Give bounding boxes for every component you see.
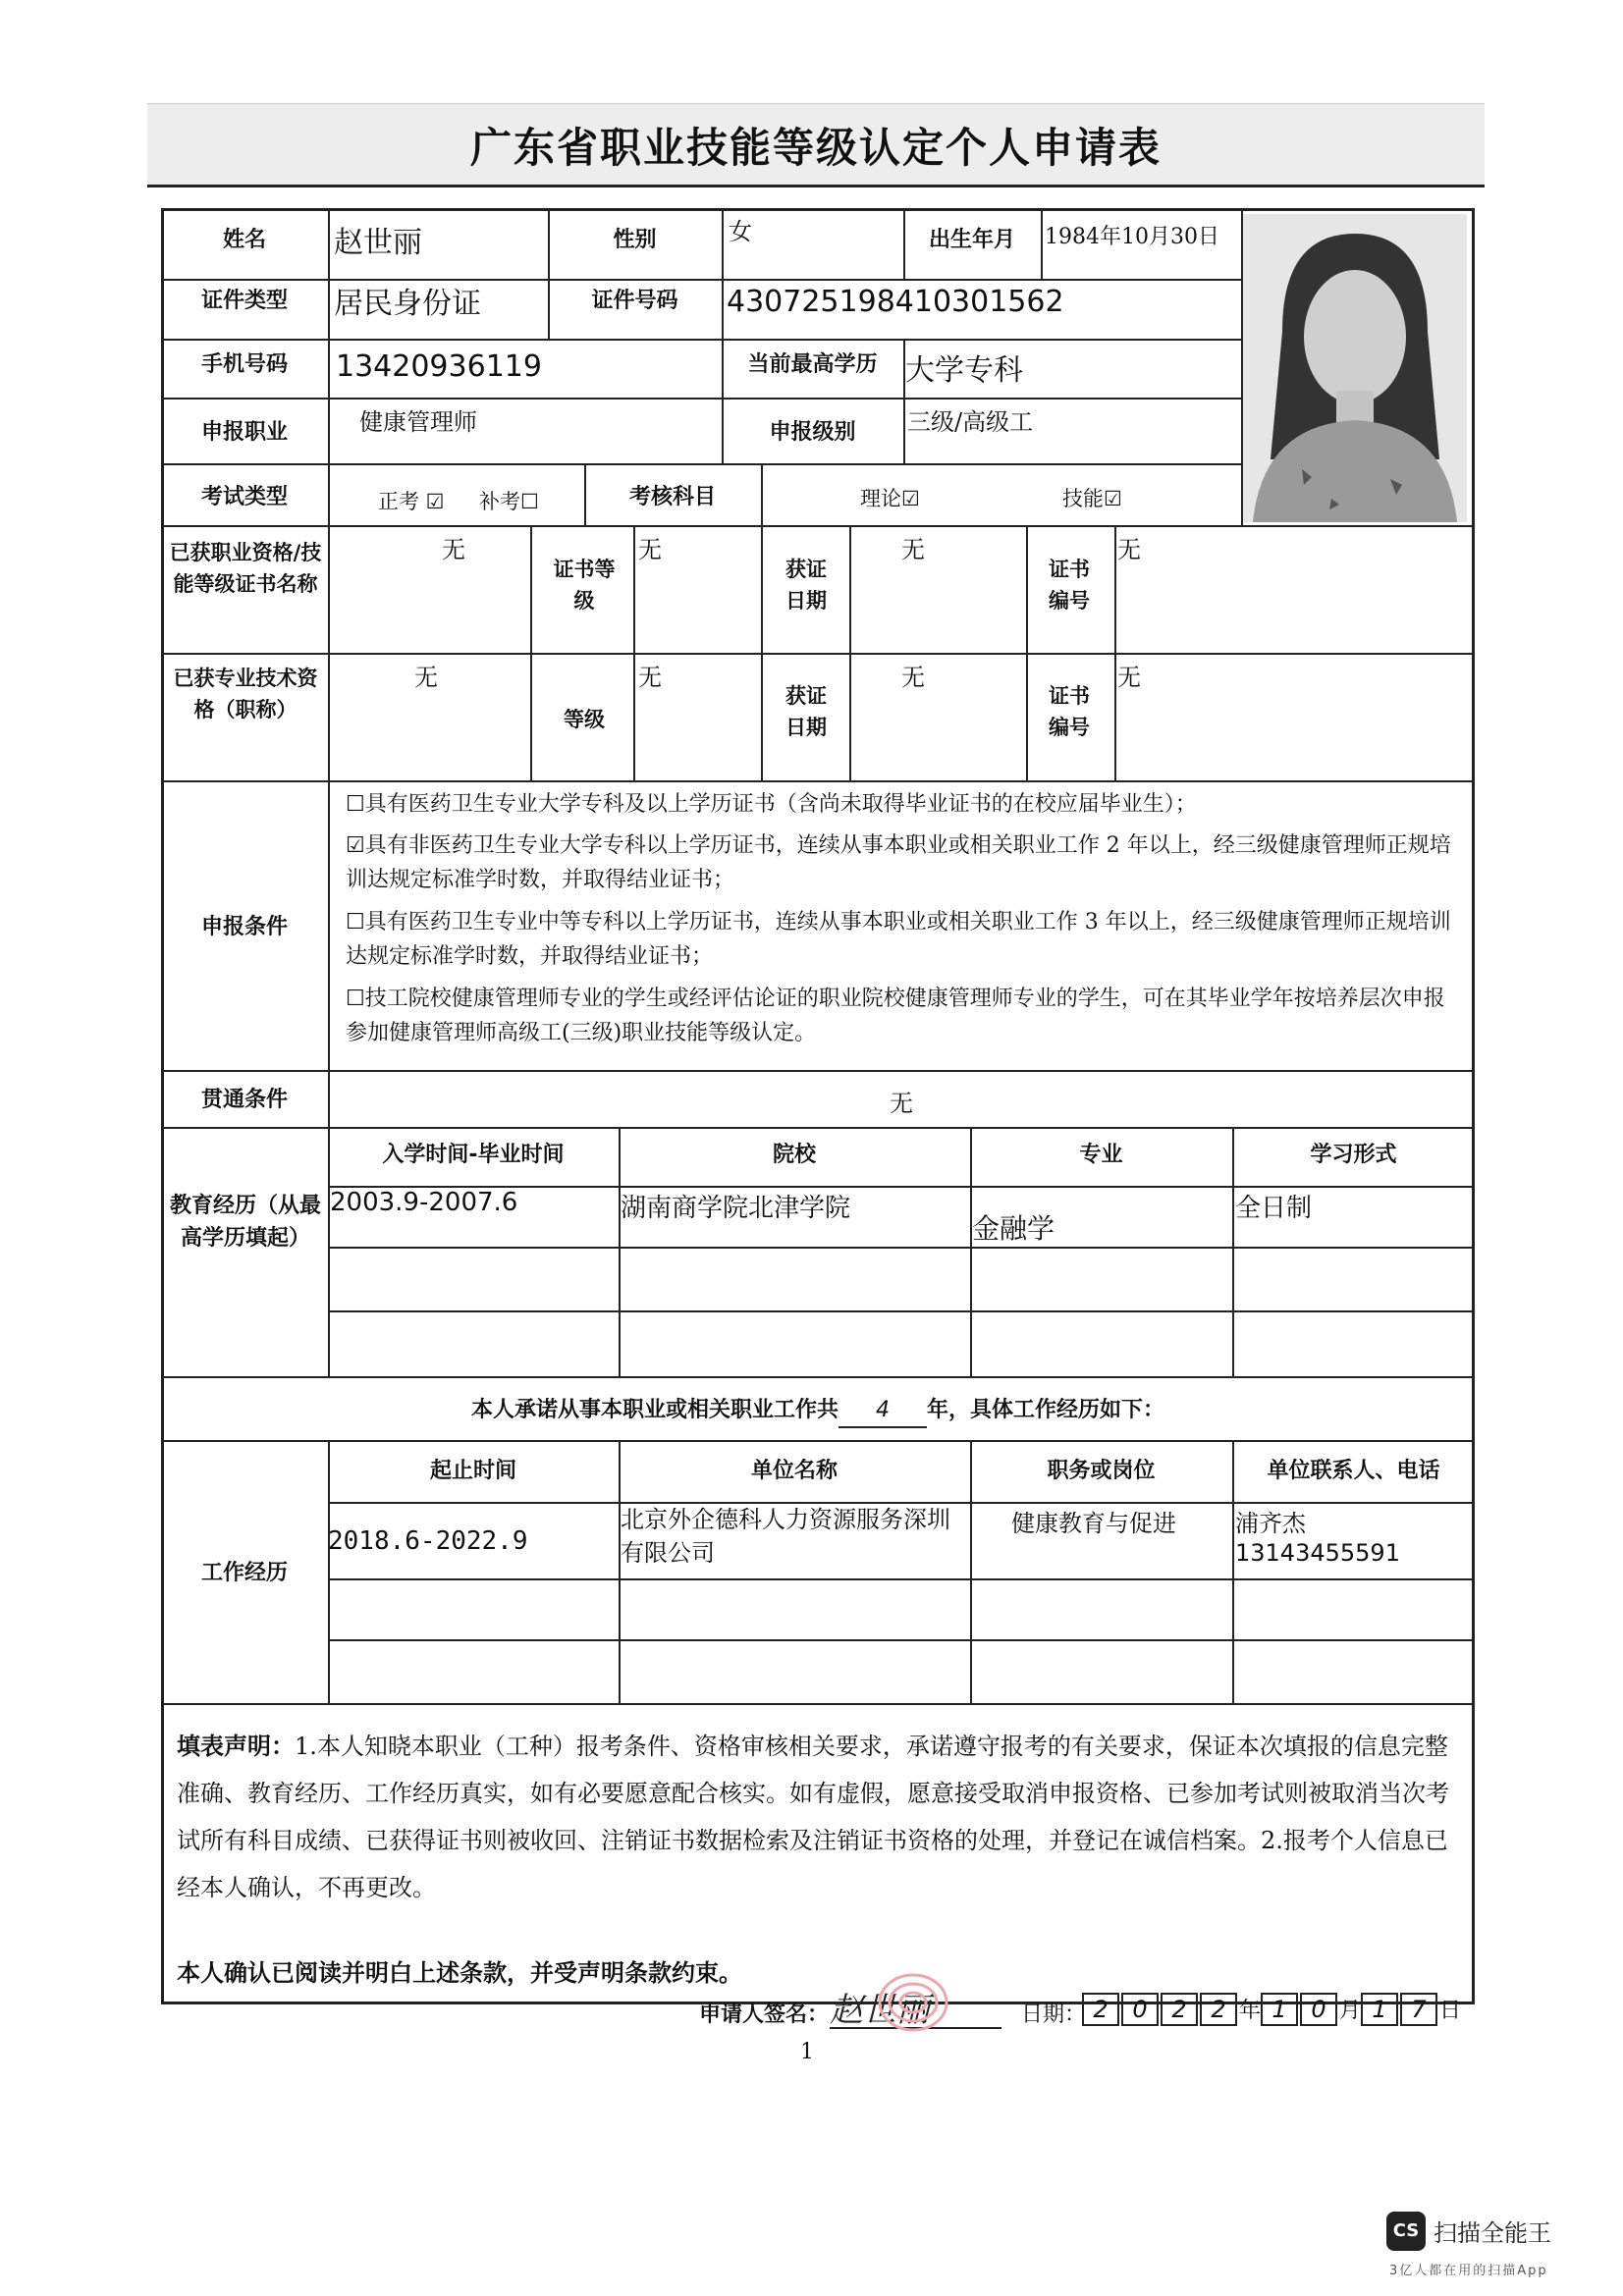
value-cert1-grade: 无	[638, 536, 662, 563]
exam-makeup-checkbox[interactable]: 补考☐	[479, 490, 539, 513]
fingerprint-stamp-icon	[864, 1963, 962, 2042]
value-cert2-name: 无	[414, 664, 438, 691]
day-digit-2[interactable]: 7	[1400, 1993, 1437, 2026]
value-gender: 女	[729, 218, 752, 245]
value-cert2-grade: 无	[638, 664, 662, 691]
month-unit: 月	[1339, 1999, 1362, 2023]
declaration-lead: 填表声明：	[177, 1732, 295, 1760]
year-digit-4[interactable]: 2	[1200, 1993, 1237, 2026]
edu-row-school: 湖南商学院北津学院	[621, 1194, 851, 1223]
sign-label: 申请人签名：	[699, 2002, 830, 2027]
condition-1[interactable]: ☐具有医药卫生专业大学专科及以上学历证书（含尚未取得毕业证书的在校应届毕业生）；	[346, 792, 1197, 817]
value-birth: 1984年10月30日	[1045, 225, 1219, 249]
work-row-company: 北京外企德科人力资源服务深圳有限公司	[621, 1506, 950, 1567]
work-row-period: 2018.6-2022.9	[328, 1526, 528, 1556]
label-birth: 出生年月	[928, 228, 1015, 252]
label-cert2: 已获专业技术资格（职称）	[173, 667, 318, 721]
applicant-photo	[1243, 214, 1467, 522]
month-digit-2[interactable]: 0	[1300, 1993, 1337, 2026]
label-conditions: 申报条件	[200, 915, 288, 939]
label-gender: 性别	[613, 228, 657, 252]
label-work-history: 工作经历	[200, 1561, 288, 1585]
edu-header-major: 专业	[1079, 1143, 1123, 1167]
edu-row-mode: 全日制	[1235, 1194, 1313, 1223]
year-digit-1[interactable]: 2	[1082, 1993, 1119, 2026]
value-cert2-no: 无	[1117, 664, 1141, 691]
label-subjects: 考核科目	[628, 485, 716, 509]
year-digit-3[interactable]: 2	[1161, 1993, 1198, 2026]
work-promise-after: 年，具体工作经历如下：	[927, 1398, 1165, 1422]
work-header-period: 起止时间	[429, 1459, 516, 1483]
day-digit-1[interactable]: 1	[1361, 1993, 1398, 2026]
edu-header-school: 院校	[772, 1143, 816, 1167]
declaration-confirm: 本人确认已阅读并明白上述条款，并受声明条款约束。	[177, 1959, 742, 1987]
label-edu-history: 教育经历（从最高学历填起）	[169, 1194, 321, 1251]
label-through: 贯通条件	[200, 1088, 288, 1112]
value-level: 三级/高级工	[907, 408, 1034, 436]
label-cert1: 已获职业资格/技能等级证书名称	[169, 541, 322, 596]
edu-row-period: 2003.9-2007.6	[330, 1188, 518, 1217]
work-row-contact-phone: 13143455591	[1235, 1539, 1400, 1567]
scanner-logo-icon: CS	[1386, 2212, 1426, 2251]
watermark-brand: 扫描全能王	[1434, 2219, 1551, 2247]
date-label: 日期：	[1021, 2002, 1087, 2027]
form-title: 广东省职业技能等级认定个人申请表	[469, 124, 1162, 172]
label-level: 申报级别	[769, 420, 856, 445]
declaration-body: 1.本人知晓本职业（工种）报考条件、资格审核相关要求，承诺遵守报考的有关要求，保证本次填报的信息完整准确、教育经历、工作经历真实，如有必要愿意配合核实。如有虚假，愿意接受取消申报资格、已参加考试则被取消当次考试所有科目成绩、已获得证书则被收回、注销证书数据检索及注销证书资格的处理，并登记在诚信档案。2.报考个人信息已经本人确认，不再更改。	[177, 1733, 1449, 1901]
subject-skill-checkbox[interactable]: 技能☑	[1062, 487, 1122, 510]
year-unit: 年	[1239, 1999, 1262, 2023]
work-promise-before: 本人承诺从事本职业或相关职业工作共	[470, 1398, 839, 1422]
label-education: 当前最高学历	[747, 352, 878, 377]
work-header-company: 单位名称	[750, 1459, 838, 1483]
label-id-type: 证件类型	[200, 289, 288, 313]
value-education: 大学专科	[905, 353, 1023, 388]
signature[interactable]: 赵世丽	[830, 1983, 1001, 2029]
date-fields[interactable]	[1082, 1993, 1461, 2026]
value-name: 赵世丽	[334, 226, 422, 260]
label-cert2-grade: 等级	[564, 708, 605, 731]
work-promise-years: 4	[839, 1394, 927, 1428]
value-cert2-date: 无	[901, 664, 925, 691]
condition-4[interactable]: ☐技工院校健康管理师专业的学生或经评估论证的职业院校健康管理师专业的学生，可在其毕业学年按培养层次申报参加健康管理师高级工(三级)职业技能等级认定。	[346, 987, 1445, 1046]
label-phone: 手机号码	[200, 352, 288, 377]
condition-2[interactable]: ☑具有非医药卫生专业大学专科以上学历证书，连续从事本职业或相关职业工作 2 年以上，经三级健康管理师正规培训达规定标准学时数，并取得结业证书；	[346, 833, 1451, 893]
edu-header-period: 入学时间-毕业时间	[382, 1143, 565, 1167]
watermark-sub: 3亿人都在用的扫描App	[1389, 2264, 1548, 2278]
work-row-contact-name: 浦齐杰	[1235, 1510, 1306, 1537]
label-id-no: 证件号码	[591, 289, 678, 313]
label-exam-type: 考试类型	[200, 485, 288, 509]
label-cert2-date: 获证日期	[785, 684, 827, 739]
label-cert1-date: 获证日期	[785, 558, 827, 613]
page-number: 1	[800, 2040, 814, 2064]
label-cert1-grade: 证书等级	[553, 558, 616, 613]
work-promise	[161, 1394, 1475, 1428]
edu-header-mode: 学习形式	[1310, 1143, 1397, 1167]
value-phone: 13420936119	[336, 349, 542, 384]
value-through: 无	[890, 1090, 913, 1117]
label-occupation: 申报职业	[200, 420, 288, 445]
month-digit-1[interactable]: 1	[1261, 1993, 1298, 2026]
label-cert1-no: 证书编号	[1049, 558, 1090, 613]
value-cert1-date: 无	[901, 536, 925, 563]
declaration-text	[177, 1723, 1463, 1911]
year-digit-2[interactable]: 0	[1121, 1993, 1159, 2026]
value-id-no: 430725198410301562	[727, 285, 1064, 319]
value-id-type: 居民身份证	[334, 287, 481, 321]
edu-row-major: 金融学	[972, 1212, 1055, 1245]
label-cert2-no: 证书编号	[1049, 684, 1090, 739]
exam-formal-checkbox[interactable]: 正考 ☑	[378, 490, 445, 513]
day-unit: 日	[1439, 1999, 1462, 2023]
subject-theory-checkbox[interactable]: 理论☑	[860, 487, 920, 510]
value-cert1-no: 无	[1117, 536, 1141, 563]
photo-portrait-icon	[1243, 214, 1467, 522]
work-header-contact: 单位联系人、电话	[1267, 1459, 1440, 1483]
work-header-position: 职务或岗位	[1047, 1459, 1156, 1483]
value-cert1-name: 无	[442, 536, 465, 563]
value-occupation: 健康管理师	[359, 408, 477, 436]
work-row-position: 健康教育与促进	[1011, 1510, 1176, 1537]
condition-3[interactable]: ☐具有医药卫生专业中等专科以上学历证书，连续从事本职业或相关职业工作 3 年以上，经三级健康管理师正规培训达规定标准学时数，并取得结业证书；	[346, 910, 1451, 970]
label-name: 姓名	[222, 228, 266, 252]
